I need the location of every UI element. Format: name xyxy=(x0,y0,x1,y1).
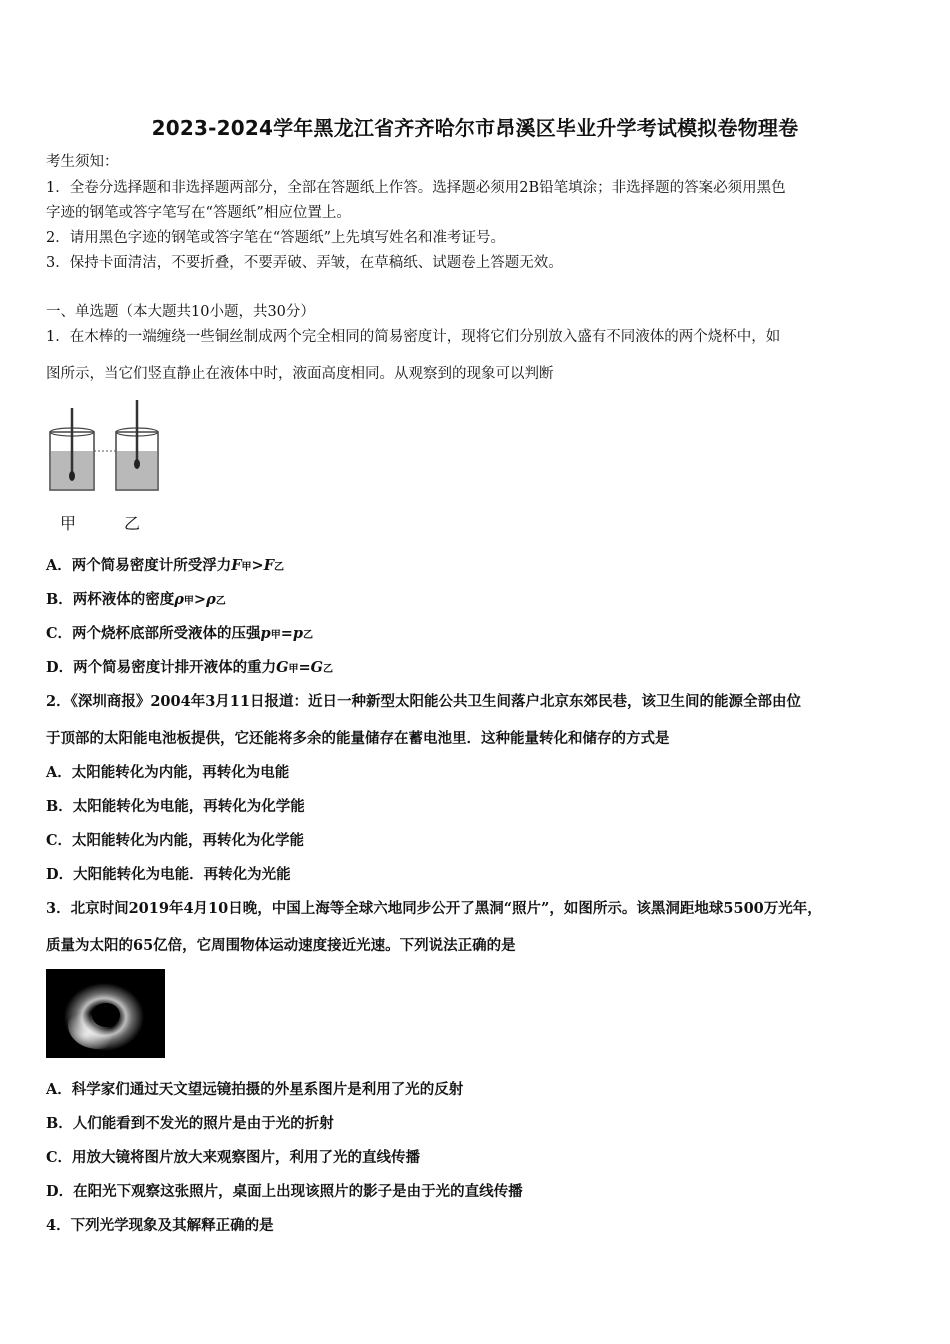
q2-option-b[interactable]: B．太阳能转化为电能，再转化为化学能 xyxy=(46,798,305,815)
q3-option-d[interactable]: D．在阳光下观察这张照片，桌面上出现该照片的影子是由于光的直线传播 xyxy=(46,1183,523,1200)
q4-stem: 4．下列光学现象及其解释正确的是 xyxy=(46,1217,274,1234)
notice-heading: 考生须知： xyxy=(46,154,119,170)
black-hole-image xyxy=(46,969,165,1058)
q1-option-b[interactable]: B．两杯液体的密度ρ甲>ρ乙 xyxy=(46,591,226,608)
q2-option-d[interactable]: D．大阳能转化为电能．再转化为光能 xyxy=(46,866,291,883)
q3-option-a[interactable]: A．科学家们通过天文望远镜拍摄的外星系图片是利用了光的反射 xyxy=(46,1081,464,1098)
hydrometer-figure xyxy=(46,396,166,516)
notice-line-3: 2．请用黑色字迹的钢笔或答字笔在“答题纸”上先填写姓名和准考证号。 xyxy=(46,230,506,246)
notice-line-1: 1．全卷分选择题和非选择题两部分，全部在答题纸上作答。选择题必须用2B铅笔填涂；非选择题的答案必须用黑色 xyxy=(46,180,786,196)
section-heading: 一、单选题（本大题共10小题，共30分） xyxy=(46,304,315,320)
q2-stem-line-2: 于顶部的太阳能电池板提供，它还能将多余的能量储存在蓄电池里．这种能量转化和储存的方式是 xyxy=(46,730,670,747)
notice-line-4: 3．保持卡面清洁，不要折叠，不要弄破、弄皱，在草稿纸、试题卷上答题无效。 xyxy=(46,255,563,271)
q2-option-c[interactable]: C．太阳能转化为内能，再转化为化学能 xyxy=(46,832,305,849)
q3-option-b[interactable]: B．人们能看到不发光的照片是由于光的折射 xyxy=(46,1115,334,1132)
q1-stem-line-2: 图所示，当它们竖直静止在液体中时，液面高度相同。从观察到的现象可以判断 xyxy=(46,366,554,382)
notice-line-2: 字迹的钢笔或答字笔写在“答题纸”相应位置上。 xyxy=(46,205,351,221)
figure-label-jia: 甲 xyxy=(60,514,77,533)
figure-label-yi: 乙 xyxy=(124,514,141,533)
page-title: 2023-2024学年黑龙江省齐齐哈尔市昂溪区毕业升学考试模拟卷物理卷 xyxy=(151,116,799,140)
q2-option-a[interactable]: A．太阳能转化为内能，再转化为电能 xyxy=(46,764,290,781)
q3-stem-line-2: 质量为太阳的65亿倍，它周围物体运动速度接近光速。下列说法正确的是 xyxy=(46,937,516,954)
q1-option-a[interactable]: A．两个简易密度计所受浮力F甲>F乙 xyxy=(46,557,284,574)
q3-stem-line-1: 3．北京时间2019年4月10日晚，中国上海等全球六地同步公开了黑洞“照片”，如图所示。该黑洞距地球5500万光年， xyxy=(46,900,822,917)
q1-option-d[interactable]: D．两个简易密度计排开液体的重力G甲=G乙 xyxy=(46,659,334,676)
q2-stem-line-1: 2．《深圳商报》2004年3月11日报道：近日一种新型太阳能公共卫生间落户北京东郊民巷，该卫生间的能源全部由位 xyxy=(46,693,801,710)
q1-stem-line-1: 1．在木棒的一端缠绕一些铜丝制成两个完全相同的简易密度计，现将它们分别放入盛有不同液体的两个烧杯中，如 xyxy=(46,329,781,345)
q3-option-c[interactable]: C．用放大镜将图片放大来观察图片，利用了光的直线传播 xyxy=(46,1149,421,1166)
q1-option-c[interactable]: C．两个烧杯底部所受液体的压强p甲=p乙 xyxy=(46,625,313,642)
